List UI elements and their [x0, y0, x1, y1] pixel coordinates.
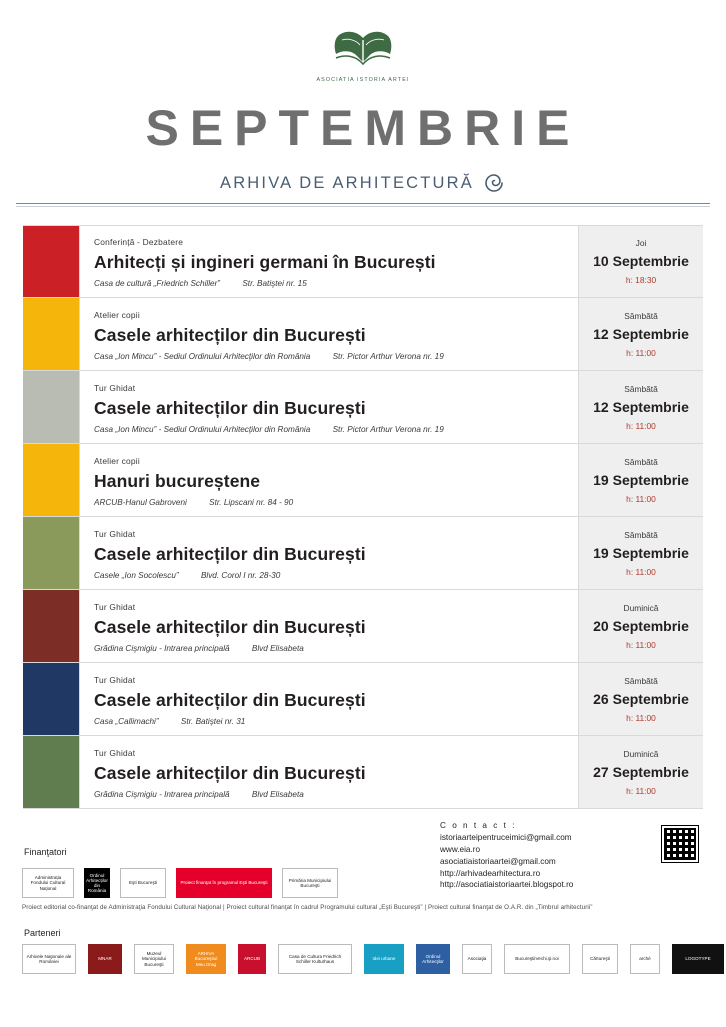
event-venue: Casele „Ion Socolescu” [94, 570, 179, 580]
event-venue: Casa de cultură „Friedrich Schiller” [94, 279, 221, 288]
event-details [79, 444, 579, 516]
event-title: Hanuri bucureștene [94, 470, 261, 491]
event-details [79, 663, 579, 735]
event-title: Casele arhitecților din București [94, 543, 366, 564]
event-date-block [579, 517, 703, 589]
event-details [79, 590, 579, 662]
event-weekday: Joi [635, 238, 647, 248]
event-title: Casele arhitecților din București [94, 689, 366, 710]
event-details [79, 298, 579, 370]
page-title: SEPTEMBRIE [145, 100, 581, 156]
partner-logo[interactable]: ARHIVA Bucureştiul Meu Drag [186, 944, 226, 974]
contact-website[interactable]: www.eia.ro [440, 844, 481, 854]
legal-note: Proiect editorial co-finanţat de Administraţia Fondului Cultural Naţional | Proiect cultural finanţat în cadrul Programului cultural „Eşti Bucureşti” | Proiect cultural finanţat de O.A.R. din „Timbrul arhitecturii” [22, 904, 593, 911]
event-hour: h: 11:00 [626, 420, 656, 431]
partner-logo[interactable]: Idei urbane [364, 944, 404, 974]
event-row[interactable] [23, 590, 703, 663]
event-date: 26 Septembrie [593, 690, 689, 707]
logo-block [0, 0, 726, 83]
event-address: Blvd Elisabeta [251, 643, 304, 653]
event-details [79, 226, 579, 297]
financier-logo[interactable]: Ordinul Arhitecților din România [84, 868, 110, 898]
event-hour: h: 11:00 [626, 347, 656, 358]
event-color-swatch [23, 736, 79, 808]
event-date: 19 Septembrie [593, 544, 689, 561]
event-venue-line [94, 425, 568, 434]
event-weekday: Duminică [623, 602, 659, 613]
event-venue-line [94, 498, 568, 507]
event-date: 27 Septembrie [593, 763, 689, 780]
event-title: Arhitecți și ingineri germani în București [94, 252, 436, 272]
spiral-icon [482, 171, 506, 195]
subtitle-block [0, 171, 726, 195]
event-weekday: Duminică [623, 748, 659, 759]
partner-logo[interactable]: LOGOTYPE [672, 944, 724, 974]
contact-archive-url[interactable]: http://arhivadearhitectura.ro [440, 868, 541, 878]
event-date: 19 Septembrie [593, 471, 689, 488]
event-date-block [579, 736, 703, 808]
event-row[interactable] [23, 736, 703, 809]
event-venue: Casa „Ion Mincu” - Sediul Ordinului Arhitecţilor din România [94, 424, 311, 434]
event-color-swatch [23, 371, 79, 443]
contact-block [440, 820, 573, 891]
events-list [23, 225, 703, 809]
event-hour: h: 18:30 [625, 275, 657, 285]
logo-caption: ASOCIATIA ISTORIA ARTEI [316, 77, 410, 83]
event-date: 20 Septembrie [593, 617, 689, 634]
event-address: Str. Lipscani nr. 84 - 90 [209, 497, 294, 507]
event-row[interactable] [23, 298, 703, 371]
event-date-block [579, 226, 703, 297]
subtitle: ARHIVA DE ARHITECTURĂ [219, 173, 474, 192]
header-divider [16, 203, 710, 204]
event-type: Conferință - Dezbatere [94, 237, 184, 247]
event-type: Atelier copii [94, 309, 140, 320]
event-hour: h: 11:00 [626, 493, 656, 504]
event-color-swatch [23, 663, 79, 735]
event-venue: Grădina Cişmigiu - Intrarea principală [94, 643, 230, 653]
event-date-block [579, 663, 703, 735]
event-type: Atelier copii [94, 455, 140, 466]
financier-logo[interactable]: Administrația Fondului Cultural Național [22, 868, 74, 898]
partner-logo[interactable]: Arhivele Naţionale ale României [22, 944, 76, 974]
partner-logo[interactable]: Cărtureşti [582, 944, 618, 974]
event-address: Str. Pictor Arthur Verona nr. 19 [332, 351, 444, 361]
event-venue-line [94, 644, 568, 653]
event-weekday: Sâmbătă [624, 383, 658, 394]
contact-blog-url[interactable]: http://asociatiaistoriaartei.blogspot.ro [440, 880, 574, 890]
event-type: Tur Ghidat [94, 601, 136, 612]
event-title: Casele arhitecților din București [94, 762, 366, 783]
event-color-swatch [23, 444, 79, 516]
financier-logo-strip [22, 868, 338, 898]
financier-logo[interactable]: Eşti Bucureşti [120, 868, 166, 898]
event-type: Tur Ghidat [94, 382, 136, 393]
partner-logo[interactable]: Muzeul Municipiului Bucureşti [134, 944, 174, 974]
event-date-block [579, 298, 703, 370]
event-venue: ARCUB-Hanul Gabroveni [94, 497, 187, 507]
event-date-block [579, 444, 703, 516]
event-details [79, 371, 579, 443]
event-row[interactable] [23, 444, 703, 517]
event-color-swatch [23, 517, 79, 589]
event-date: 12 Septembrie [593, 325, 689, 342]
financier-logo[interactable]: Proiect finanţat în programul Eşti Bucureşti [176, 868, 272, 898]
event-color-swatch [23, 226, 79, 297]
event-venue-line [94, 717, 568, 726]
event-venue-line [94, 571, 568, 580]
event-row[interactable] [23, 517, 703, 590]
event-venue: Casa „Callimachi” [94, 716, 159, 726]
event-venue-line [94, 790, 568, 799]
event-row[interactable] [23, 371, 703, 444]
contact-label: C o n t a c t : [440, 821, 517, 830]
event-title: Casele arhitecților din București [94, 397, 366, 418]
partner-logo[interactable]: ARCUB [238, 944, 266, 974]
header-divider-secondary [16, 206, 710, 207]
event-type: Tur Ghidat [94, 674, 136, 685]
event-row[interactable] [23, 663, 703, 736]
event-venue-line [94, 352, 568, 361]
partners-label: Parteneri [24, 928, 61, 938]
event-hour: h: 11:00 [626, 566, 656, 577]
event-weekday: Sâmbătă [624, 675, 658, 686]
qr-code-icon[interactable] [662, 826, 698, 862]
event-type: Tur Ghidat [94, 747, 136, 758]
event-details [79, 736, 579, 808]
event-address: Blvd. Corol I nr. 28-30 [200, 570, 281, 580]
event-title: Casele arhitecților din București [94, 616, 366, 637]
event-hour: h: 11:00 [626, 785, 656, 796]
event-venue: Casa „Ion Mincu” - Sediul Ordinului Arhitecţilor din România [94, 351, 311, 361]
event-address: Str. Pictor Arthur Verona nr. 19 [332, 424, 444, 434]
event-address: Str. Batiştei nr. 15 [242, 279, 307, 288]
event-weekday: Sâmbătă [624, 529, 658, 540]
event-venue-line [94, 279, 568, 288]
event-weekday: Sâmbătă [624, 456, 658, 467]
contact-email-kids[interactable]: istoriaarteipentruceimici@gmail.com [440, 832, 572, 842]
event-date: 10 Septembrie [593, 253, 689, 269]
event-date-block [579, 590, 703, 662]
contact-email-association[interactable]: asociatiaistoriaartei@gmail.com [440, 856, 556, 866]
partner-logo-strip [22, 944, 724, 974]
event-type: Tur Ghidat [94, 528, 136, 539]
event-details [79, 517, 579, 589]
partner-logo[interactable]: Casa de Cultura Friedrich Schiller Kulturhaus [278, 944, 352, 974]
event-weekday: Sâmbătă [624, 310, 658, 321]
partner-logo[interactable]: arché [630, 944, 660, 974]
event-hour: h: 11:00 [626, 639, 656, 650]
event-hour: h: 11:00 [626, 712, 656, 723]
partner-logo[interactable]: BucureştiiVechi.şi.noi [504, 944, 570, 974]
partner-logo[interactable]: Asociaţia [462, 944, 492, 974]
event-color-swatch [23, 298, 79, 370]
partner-logo[interactable]: Ordinul Arhitecţilor [416, 944, 450, 974]
partner-logo[interactable]: MNAR [88, 944, 122, 974]
event-venue: Grădina Cişmigiu - Intrarea principală [94, 789, 230, 799]
financiers-label: Finanţatori [24, 847, 67, 857]
event-date: 12 Septembrie [593, 398, 689, 415]
event-address: Blvd Elisabeta [251, 789, 304, 799]
event-color-swatch [23, 590, 79, 662]
financier-logo[interactable]: Primăria Municipiului Bucureşti [282, 868, 338, 898]
event-date-block [579, 371, 703, 443]
event-row[interactable] [23, 225, 703, 298]
event-address: Str. Batiştei nr. 31 [180, 716, 246, 726]
association-logo-icon [326, 28, 400, 74]
event-title: Casele arhitecților din București [94, 324, 366, 345]
